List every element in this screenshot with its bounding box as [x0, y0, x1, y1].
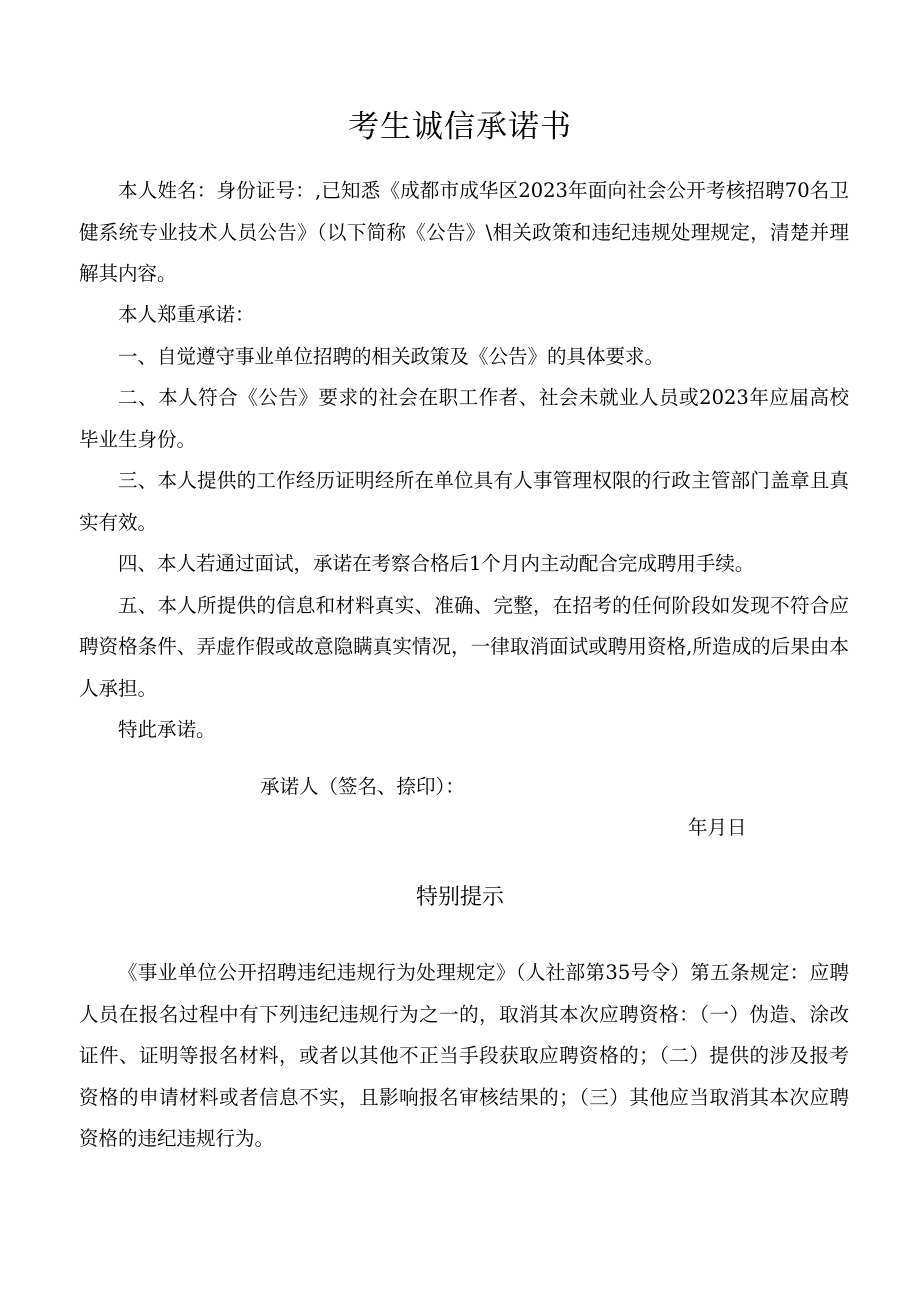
- document-title: 考生诚信承诺书: [348, 109, 572, 145]
- closing-line: 特此承诺。: [118, 718, 216, 741]
- notice-body: [79, 952, 849, 1160]
- commitment-item-2: 二、本人符合《公告》要求的社会在职工作者、社会未就业人员或2023年应届高校毕业生身份。: [79, 386, 849, 451]
- intro-paragraph: 本人姓名：身份证号：,已知悉《成都市成华区2023年面向社会公开考核招聘70名卫健系统专业技术人员公告》（以下简称《公告》\相关政策和违纪违规处理规定，清楚并理解其内容。: [79, 179, 849, 285]
- date-label: 年月日: [688, 816, 747, 839]
- commitment-item-1: 一、自觉遵守事业单位招聘的相关政策及《公告》的具体要求。: [118, 344, 665, 368]
- notice-title: 特别提示: [415, 885, 504, 910]
- commitment-body: [79, 170, 849, 295]
- notice-paragraph: 《事业单位公开招聘违纪违规行为处理规定》（人社部第35号令）第五条规定：应聘人员在报名过程中有下列违纪违规行为之一的，取消其本次应聘资格：（一）伪造、涂改证件、证明等报名材料，或者以其他不正当手段获取应聘资格的；（二）提供的涉及报考资格的申请材料或者信息不实，且影响报名审核结果的；（三）其他应当取消其本次应聘资格的违纪违规行为。: [79, 961, 849, 1150]
- commitment-list: [79, 294, 849, 751]
- commitment-item-5: 五、本人所提供的信息和材料真实、准确、完整，在招考的任何阶段如发现不符合应聘资格条件、弄虚作假或故意隐瞒真实情况，一律取消面试或聘用资格,所造成的后果由本人承担。: [79, 593, 849, 700]
- commitment-item-4: 四、本人若通过面试，承诺在考察合格后1个月内主动配合完成聘用手续。: [118, 552, 755, 575]
- commitment-item-3: 三、本人提供的工作经历证明经所在单位具有人事管理权限的行政主管部门盖章且真实有效。: [79, 469, 849, 534]
- commitment-lead: 本人郑重承诺：: [118, 303, 255, 326]
- signature-label: 承诺人（签名、捺印）：: [260, 775, 465, 798]
